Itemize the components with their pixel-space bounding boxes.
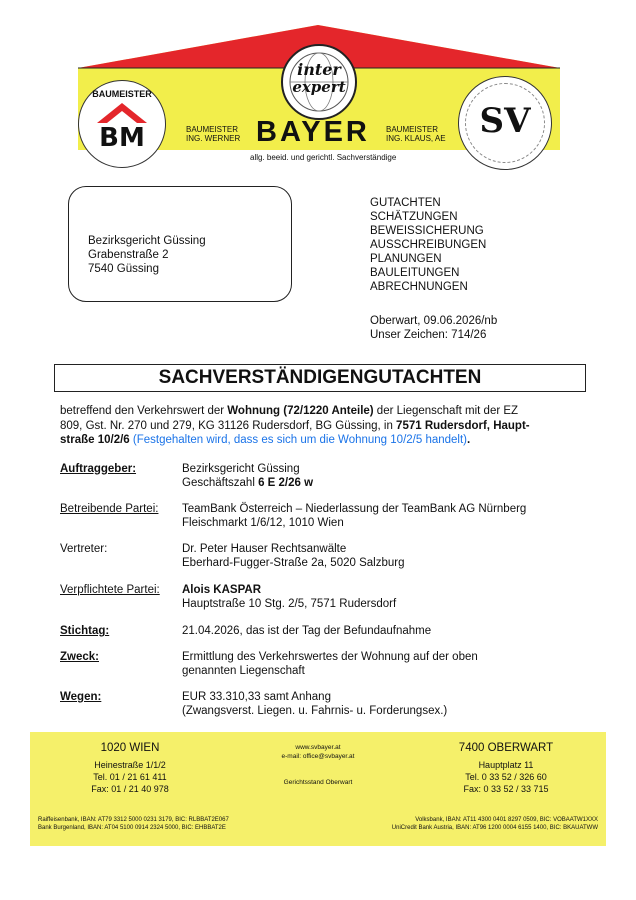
document-title: SACHVERSTÄNDIGENGUTACHTEN [158, 367, 482, 388]
vertreter-label: Vertreter: [60, 543, 108, 555]
verpflichtete-label: Verpflichtete Partei: [60, 584, 160, 596]
verpflichtete-value-2: Hauptstraße 10 Stg. 2/5, 7571 Rudersdorf [182, 598, 397, 610]
footer-right-city: 7400 OBERWART [458, 742, 554, 754]
right-title-2: ING. KLAUS, AE [386, 134, 446, 143]
footer-bank-left-2: Bank Burgenland, IBAN: AT04 5100 0914 2324 5000, BIC: EHBBAT2E [38, 825, 226, 831]
stichtag-value: 21.04.2026, das ist der Tag der Befundaufnahme [182, 625, 432, 637]
zweck-value-2: genannten Liegenschaft [182, 665, 305, 677]
recipient-line-3: 7540 Güssing [88, 263, 159, 275]
stichtag-label: Stichtag: [60, 625, 110, 637]
auftraggeber-value-1: Bezirksgericht Güssing [182, 463, 300, 475]
intro-paragraph: betreffend den Verkehrswert der Wohnung (72/1220 Anteile) der Liegenschaft mit der EZ 809, Gst. Nr. 270 und 279, KG 31126 Rudersdorf, BG Güssing, in 7571 Rudersdorf, Haupt- straße 10/2/6 (Festgehalten wird, dass es sich um die Wohnung 10/2/5 handelt). [60, 405, 530, 446]
betreibende-value-1: TeamBank Österreich – Niederlassung der TeamBank AG Nürnberg [182, 503, 527, 515]
footer-right-fax: Fax: 0 33 52 / 33 715 [463, 784, 549, 794]
auftraggeber-value-2: Geschäftszahl 6 E 2/26 w [182, 477, 314, 489]
footer-right-street: Hauptplatz 11 [478, 760, 534, 770]
badge-right-mark: SV [479, 101, 531, 141]
inter-expert-emblem [281, 44, 357, 120]
footer-right-tel: Tel. 0 33 52 / 326 60 [465, 772, 547, 782]
left-title-1: BAUMEISTER [186, 125, 239, 134]
badge-left-arc: BAUMEISTER [92, 89, 152, 99]
footer-bank-right-1: Volksbank, IBAN: AT11 4300 0401 8297 0509, BIC: VOBAATW1XXX [415, 817, 598, 823]
service-item: ABRECHNUNGEN [370, 281, 468, 293]
betreibende-label: Betreibende Partei: [60, 503, 159, 515]
roof-icon [97, 101, 147, 123]
betreibende-value-2: Fleischmarkt 1/6/12, 1010 Wien [182, 517, 344, 529]
vertreter-value-2: Eberhard-Fugger-Straße 2a, 5020 Salzburg [182, 557, 405, 569]
footer-left-street: Heinestraße 1/1/2 [94, 760, 166, 770]
wegen-label: Wegen: [60, 691, 102, 703]
recipient-line-1: Bezirksgericht Güssing [88, 235, 206, 247]
auftraggeber-label: Auftraggeber: [60, 463, 137, 475]
badge-left-mark: BM [99, 123, 145, 153]
wohnung-note: (Festgehalten wird, dass es sich um die Wohnung 10/2/5 handelt) [129, 434, 468, 446]
service-item: BAULEITUNGEN [370, 267, 460, 279]
reference-line: Unser Zeichen: 714/26 [370, 329, 487, 341]
zweck-value-1: Ermittlung des Verkehrswertes der Wohnung auf der oben [182, 651, 478, 663]
recipient-line-2: Grabenstraße 2 [88, 249, 169, 261]
title-box [54, 364, 586, 392]
sv-badge [458, 76, 552, 170]
letterhead-subtitle: allg. beeid. und gerichtl. Sachverständige [250, 153, 397, 162]
footer-email: e-mail: office@svbayer.at [281, 753, 355, 760]
verpflichtete-value-1: Alois KASPAR [182, 584, 262, 596]
right-title-1: BAUMEISTER [386, 125, 439, 134]
service-item: PLANUNGEN [370, 253, 442, 265]
baumeister-badge [78, 80, 166, 168]
wegen-value-2: (Zwangsverst. Liegen. u. Fahrnis- u. Forderungsex.) [182, 705, 448, 717]
emblem-top-text: inter [297, 60, 341, 79]
services-list [370, 196, 486, 294]
footer-left-tel: Tel. 01 / 21 61 411 [93, 772, 167, 782]
service-item: BEWEISSICHERUNG [370, 225, 484, 237]
footer [30, 732, 606, 846]
service-item: SCHÄTZUNGEN [370, 211, 458, 223]
footer-bank-right-2: UniCredit Bank Austria, IBAN: AT96 1200 0004 6155 1400, BIC: BKAUATWW [391, 825, 598, 831]
service-item: AUSSCHREIBUNGEN [370, 239, 487, 251]
date-line: Oberwart, 09.06.2026/nb [370, 315, 498, 327]
footer-left-city: 1020 WIEN [100, 742, 160, 754]
footer-website: www.svbayer.at [295, 744, 341, 751]
footer-bank-left-1: Raiffeisenbank, IBAN: AT79 3312 5000 0231 3179, BIC: RLBBAT2E067 [38, 817, 229, 823]
wegen-value-1: EUR 33.310,33 samt Anhang [182, 691, 331, 703]
left-title-2: ING. WERNER [186, 134, 241, 143]
footer-left-fax: Fax: 01 / 21 40 978 [91, 784, 169, 794]
zweck-label: Zweck: [60, 651, 99, 663]
footer-court: Gerichtsstand Oberwart [283, 779, 353, 786]
vertreter-value-1: Dr. Peter Hauser Rechtsanwälte [182, 543, 347, 555]
company-name: BAYER [256, 116, 370, 148]
service-item: GUTACHTEN [370, 197, 441, 209]
emblem-bottom-text: expert [292, 78, 346, 96]
letterhead [0, 0, 636, 175]
